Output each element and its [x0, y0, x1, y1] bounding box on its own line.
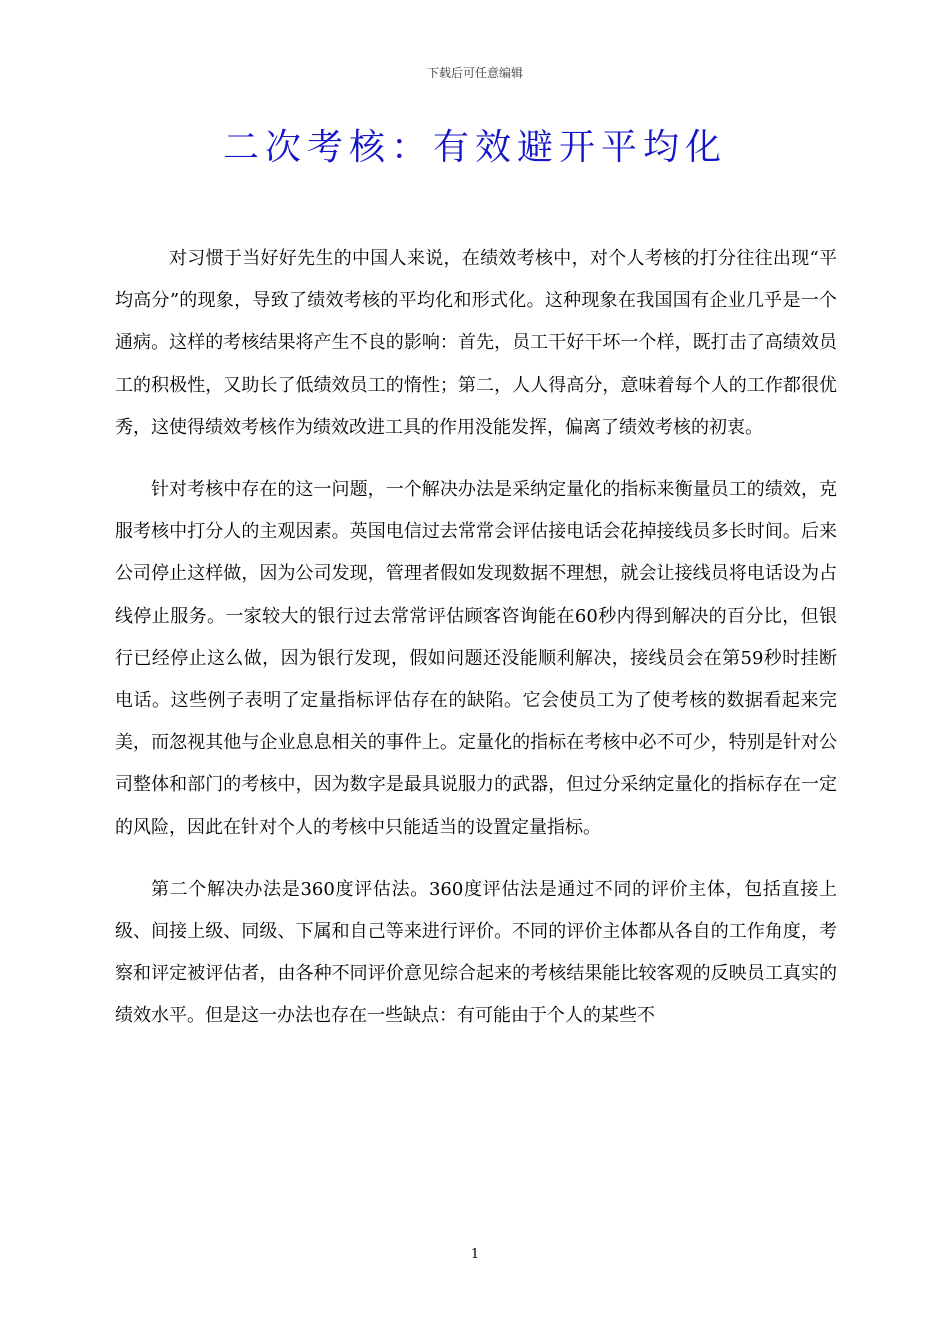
document-title: 二次考核：有效避开平均化 [222, 127, 727, 168]
paragraph-3: 第二个解决办法是360度评估法。360度评估法是通过不同的评价主体，包括直接上级、间接上级、同级、下属和自己等来进行评价。不同的评价主体都从各自的工作角度，考察和评定被评估者，由各种不同评价意见综合起来的考核结果能比较客观的反映员工真实的绩效水平。但是这一办法也存在一些缺点：有可能由于个人的某些不 [115, 878, 837, 1027]
document-body [115, 238, 837, 1058]
header-note: 下载后可任意编辑 [426, 66, 523, 80]
paragraph-1: 对习惯于当好好先生的中国人来说，在绩效考核中，对个人考核的打分往往出现“平均高分”的现象，导致了绩效考核的平均化和形式化。这种现象在我国国有企业几乎是一个通病。这样的考核结果将产生不良的影响：首先，员工干好干坏一个样，既打击了高绩效员工的积极性，又助长了低绩效员工的惰性；第二，人人得高分，意味着每个人的工作都很优秀，这使得绩效考核作为绩效改进工具的作用没能发挥，偏离了绩效考核的初衷。 [115, 248, 837, 438]
page-number: 1 [470, 1247, 480, 1262]
paragraph-2: 针对考核中存在的这一问题，一个解决办法是采纳定量化的指标来衡量员工的绩效，克服考核中打分人的主观因素。英国电信过去常常会评估接电话会花掉接线员多长时间。后来公司停止这样做，因为公司发现，管理者假如发现数据不理想，就会让接线员将电话设为占线停止服务。一家较大的银行过去常常评估顾客咨询能在60秒内得到解决的百分比，但银行已经停止这么做，因为银行发现，假如问题还没能顺利解决，接线员会在第59秒时挂断电话。这些例子表明了定量指标评估存在的缺陷。它会使员工为了使考核的数据看起来完美，而忽视其他与企业息息相关的事件上。定量化的指标在考核中必不可少，特别是针对公司整体和部门的考核中，因为数字是最具说服力的武器，但过分采纳定量化的指标存在一定的风险，因此在针对个人的考核中只能适当的设置定量指标。 [115, 479, 837, 838]
